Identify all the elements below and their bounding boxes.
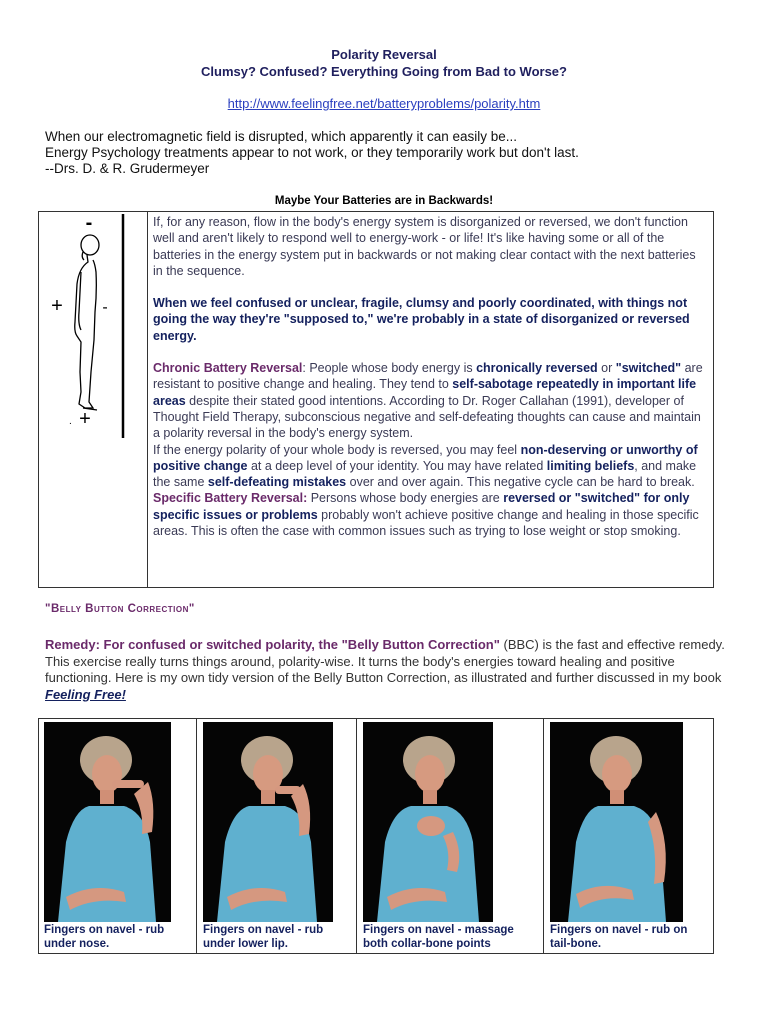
specific-label: Specific Battery Reversal: xyxy=(153,491,308,506)
photo-table xyxy=(38,718,714,954)
polarity-diagram-cell xyxy=(39,212,148,587)
specific-paragraph xyxy=(153,490,708,539)
body-outline xyxy=(75,235,99,410)
battery-caption: Maybe Your Batteries are in Backwards! xyxy=(274,195,494,207)
chronic-label: Chronic Battery Reversal xyxy=(153,361,303,376)
battery-table xyxy=(38,211,714,588)
source-link[interactable]: http://www.feelingfree.net/batteryproblems/polarity.htm xyxy=(227,96,541,111)
photo-caption-1: Fingers on navel - rub under nose. xyxy=(44,924,165,950)
left-plus-sign: + xyxy=(51,295,63,317)
photo-rub-under-nose xyxy=(44,722,171,922)
battery-paragraph-1: If, for any reason, flow in the body's energy system is disorganized or reversed, we don't function well and aren't likely to respond well to energy-work - or life! It's like having some or all of the batteries in the energy system put in backwards or not making clear contact with the next batteries in the sequence. xyxy=(153,215,696,278)
whole-text-2: at a deep level of your identity. You may have related xyxy=(247,458,547,473)
svg-text:.: . xyxy=(69,416,72,427)
photo-caption-4: Fingers on navel - rub on tail-bone. xyxy=(550,924,688,950)
book-link[interactable]: Feeling Free! xyxy=(45,686,126,702)
intro xyxy=(45,129,735,177)
chronic-paragraph xyxy=(153,360,708,441)
specific-text-1: Persons whose body energies are xyxy=(307,491,504,506)
whole-text-1: If the energy polarity of your whole body is reversed, you may feel xyxy=(153,442,521,457)
photo-cell-4 xyxy=(544,719,713,953)
chronic-text-4: despite their stated good intentions. According to Dr. Roger Callahan (1991), developer of Thought Field Therapy, subconscious negative and self-defeating thoughts can cause and maintain a polarity reversal in the body's energy system. xyxy=(153,393,701,441)
photo-caption-2: Fingers on navel - rub under lower lip. xyxy=(203,924,324,950)
intro-line-1: When our electromagnetic field is disrupted, which apparently it can easily be... xyxy=(45,129,517,144)
photo-rub-tail-bone xyxy=(550,722,683,922)
photo-massage-collar-bone xyxy=(363,722,493,922)
page-title: Polarity Reversal xyxy=(331,47,437,62)
bottom-plus-sign: + xyxy=(79,408,91,430)
battery-text xyxy=(153,214,708,539)
whole-body-paragraph xyxy=(153,442,708,491)
remedy-text: (BBC) is the fast and effective remedy. This exercise really turns things around, polarity-wise. It turns the body's energies toward healing and positive functioning. Here is my own tidy version of the Belly Button Correction, as illustrated and further discussed in my book xyxy=(45,637,725,685)
battery-paragraph-2: When we feel confused or unclear, fragile, clumsy and poorly coordinated, with things not going the way they're "supposed to," we're probably in a state of disorganized or reversed energy. xyxy=(153,296,690,343)
chronic-text-2: or xyxy=(597,361,616,376)
bbc-heading: "Belly Button Correction" xyxy=(45,603,195,615)
chronic-text-3: are resistant to positive change and healing. They tend to xyxy=(153,361,703,392)
photo-cell-3 xyxy=(357,719,544,953)
title-block xyxy=(0,46,768,80)
specific-bold-1: reversed or "switched" for only specific issues or problems xyxy=(153,491,690,522)
intro-line-2: Energy Psychology treatments appear to not work, or they temporarily work but don't last. xyxy=(45,145,579,160)
top-minus-sign: - xyxy=(85,212,93,234)
chronic-bold-2: "switched" xyxy=(615,361,682,376)
chronic-bold-3: self-sabotage repeatedly in important life areas xyxy=(153,377,697,408)
chronic-text-1: : People whose body energy is xyxy=(302,361,477,376)
right-minus-sign: - xyxy=(102,299,108,316)
remedy-bold: Remedy: For confused or switched polarity, the "Belly Button Correction" xyxy=(45,637,500,652)
specific-text-2: probably won't achieve positive change and healing in those specific areas. This is often the case with common issues such as trying to lose weight or stop smoking. xyxy=(153,507,699,539)
source-url xyxy=(0,96,768,111)
photo-cell-2 xyxy=(197,719,357,953)
page-subtitle: Clumsy? Confused? Everything Going from Bad to Worse? xyxy=(201,64,567,79)
whole-text-3: , and make the same xyxy=(153,458,697,490)
intro-attribution: --Drs. D. & R. Grudermeyer xyxy=(45,161,210,176)
photo-cell-1 xyxy=(39,719,197,953)
remedy-paragraph xyxy=(45,637,725,703)
whole-text-4: over and over again. This negative cycle can be hard to break. xyxy=(346,475,695,490)
whole-bold-3: self-defeating mistakes xyxy=(207,475,347,490)
chronic-bold-1: chronically reversed xyxy=(476,361,598,376)
body-polarity-diagram xyxy=(39,212,147,587)
whole-bold-1: non-deserving or unworthy of positive change xyxy=(153,442,698,473)
photo-caption-3: Fingers on navel - massage both collar-bone points xyxy=(363,924,514,950)
whole-bold-2: limiting beliefs xyxy=(546,458,635,473)
photo-rub-under-lower-lip xyxy=(203,722,333,922)
